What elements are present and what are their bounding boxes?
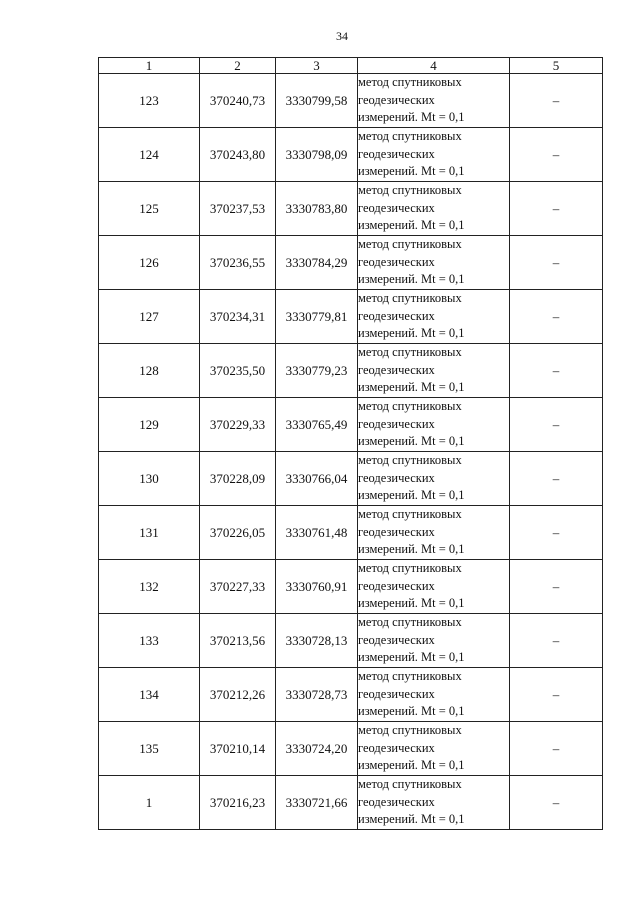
method-cell bbox=[358, 398, 510, 452]
coord-x: 370235,50 bbox=[200, 344, 276, 398]
point-number: 125 bbox=[99, 182, 200, 236]
coord-x: 370227,33 bbox=[200, 560, 276, 614]
table-row bbox=[99, 182, 603, 236]
method-cell bbox=[358, 452, 510, 506]
method-cell bbox=[358, 560, 510, 614]
note-cell: – bbox=[510, 776, 603, 830]
point-number: 126 bbox=[99, 236, 200, 290]
method-line: геодезических bbox=[358, 470, 435, 485]
method-line: измерений. Mt = 0,1 bbox=[358, 704, 465, 719]
coord-y: 3330728,73 bbox=[276, 668, 358, 722]
method-cell bbox=[358, 776, 510, 830]
coord-y: 3330766,04 bbox=[276, 452, 358, 506]
coord-x: 370243,80 bbox=[200, 128, 276, 182]
table-row bbox=[99, 452, 603, 506]
point-number: 130 bbox=[99, 452, 200, 506]
method-line: метод спутниковых bbox=[358, 399, 462, 414]
coord-x: 370213,56 bbox=[200, 614, 276, 668]
method-cell bbox=[358, 128, 510, 182]
method-cell bbox=[358, 344, 510, 398]
method-line: геодезических bbox=[358, 92, 435, 107]
coordinates-table bbox=[98, 57, 603, 830]
note-cell: – bbox=[510, 560, 603, 614]
note-cell: – bbox=[510, 722, 603, 776]
coord-y: 3330783,80 bbox=[276, 182, 358, 236]
method-cell bbox=[358, 236, 510, 290]
table-header bbox=[99, 58, 603, 74]
header-col-1: 1 bbox=[99, 58, 200, 74]
method-line: измерений. Mt = 0,1 bbox=[358, 542, 465, 557]
point-number: 134 bbox=[99, 668, 200, 722]
method-cell bbox=[358, 668, 510, 722]
coord-y: 3330779,81 bbox=[276, 290, 358, 344]
note-cell: – bbox=[510, 398, 603, 452]
method-line: измерений. Mt = 0,1 bbox=[358, 326, 465, 341]
method-line: метод спутниковых bbox=[358, 183, 462, 198]
coord-y: 3330761,48 bbox=[276, 506, 358, 560]
coord-x: 370212,26 bbox=[200, 668, 276, 722]
method-line: измерений. Mt = 0,1 bbox=[358, 650, 465, 665]
method-cell bbox=[358, 290, 510, 344]
method-line: метод спутниковых bbox=[358, 291, 462, 306]
table-row bbox=[99, 614, 603, 668]
method-line: метод спутниковых bbox=[358, 615, 462, 630]
method-line: геодезических bbox=[358, 578, 435, 593]
coord-y: 3330784,29 bbox=[276, 236, 358, 290]
note-cell: – bbox=[510, 290, 603, 344]
method-line: геодезических bbox=[358, 254, 435, 269]
page-number: 34 bbox=[336, 29, 348, 43]
coord-y: 3330799,58 bbox=[276, 74, 358, 128]
method-line: метод спутниковых bbox=[358, 777, 462, 792]
note-cell: – bbox=[510, 74, 603, 128]
method-line: геодезических bbox=[358, 362, 435, 377]
method-line: измерений. Mt = 0,1 bbox=[358, 596, 465, 611]
point-number: 124 bbox=[99, 128, 200, 182]
table-row bbox=[99, 560, 603, 614]
method-line: метод спутниковых bbox=[358, 453, 462, 468]
coord-y: 3330765,49 bbox=[276, 398, 358, 452]
coord-x: 370229,33 bbox=[200, 398, 276, 452]
coord-y: 3330798,09 bbox=[276, 128, 358, 182]
coord-x: 370216,23 bbox=[200, 776, 276, 830]
method-line: геодезических bbox=[358, 632, 435, 647]
coord-x: 370226,05 bbox=[200, 506, 276, 560]
method-line: метод спутниковых bbox=[358, 723, 462, 738]
method-line: геодезических bbox=[358, 524, 435, 539]
method-line: измерений. Mt = 0,1 bbox=[358, 380, 465, 395]
method-cell bbox=[358, 74, 510, 128]
coord-y: 3330724,20 bbox=[276, 722, 358, 776]
method-line: геодезических bbox=[358, 146, 435, 161]
method-line: геодезических bbox=[358, 686, 435, 701]
method-line: геодезических bbox=[358, 794, 435, 809]
point-number: 133 bbox=[99, 614, 200, 668]
table-row bbox=[99, 344, 603, 398]
method-line: метод спутниковых bbox=[358, 561, 462, 576]
method-line: измерений. Mt = 0,1 bbox=[358, 218, 465, 233]
coord-y: 3330728,13 bbox=[276, 614, 358, 668]
method-cell bbox=[358, 722, 510, 776]
method-line: измерений. Mt = 0,1 bbox=[358, 758, 465, 773]
method-line: метод спутниковых bbox=[358, 129, 462, 144]
method-line: метод спутниковых bbox=[358, 669, 462, 684]
coord-x: 370234,31 bbox=[200, 290, 276, 344]
method-line: метод спутниковых bbox=[358, 507, 462, 522]
point-number: 1 bbox=[99, 776, 200, 830]
coord-x: 370240,73 bbox=[200, 74, 276, 128]
coord-y: 3330760,91 bbox=[276, 560, 358, 614]
note-cell: – bbox=[510, 614, 603, 668]
coord-x: 370228,09 bbox=[200, 452, 276, 506]
note-cell: – bbox=[510, 182, 603, 236]
coord-y: 3330779,23 bbox=[276, 344, 358, 398]
coord-x: 370236,55 bbox=[200, 236, 276, 290]
method-line: измерений. Mt = 0,1 bbox=[358, 488, 465, 503]
point-number: 131 bbox=[99, 506, 200, 560]
method-cell bbox=[358, 614, 510, 668]
method-line: измерений. Mt = 0,1 bbox=[358, 164, 465, 179]
header-col-3: 3 bbox=[276, 58, 358, 74]
method-line: метод спутниковых bbox=[358, 345, 462, 360]
point-number: 123 bbox=[99, 74, 200, 128]
table-row bbox=[99, 776, 603, 830]
method-line: измерений. Mt = 0,1 bbox=[358, 110, 465, 125]
coord-x: 370237,53 bbox=[200, 182, 276, 236]
table-row bbox=[99, 236, 603, 290]
table-row bbox=[99, 74, 603, 128]
table-row bbox=[99, 290, 603, 344]
header-col-2: 2 bbox=[200, 58, 276, 74]
point-number: 135 bbox=[99, 722, 200, 776]
table-row bbox=[99, 668, 603, 722]
coord-x: 370210,14 bbox=[200, 722, 276, 776]
method-cell bbox=[358, 182, 510, 236]
note-cell: – bbox=[510, 236, 603, 290]
table-row bbox=[99, 398, 603, 452]
point-number: 129 bbox=[99, 398, 200, 452]
table-row bbox=[99, 128, 603, 182]
table-row bbox=[99, 506, 603, 560]
method-line: метод спутниковых bbox=[358, 237, 462, 252]
note-cell: – bbox=[510, 452, 603, 506]
method-line: геодезических bbox=[358, 740, 435, 755]
note-cell: – bbox=[510, 668, 603, 722]
coord-y: 3330721,66 bbox=[276, 776, 358, 830]
point-number: 128 bbox=[99, 344, 200, 398]
method-line: измерений. Mt = 0,1 bbox=[358, 272, 465, 287]
table-row bbox=[99, 722, 603, 776]
note-cell: – bbox=[510, 128, 603, 182]
header-col-5: 5 bbox=[510, 58, 603, 74]
method-cell bbox=[358, 506, 510, 560]
point-number: 127 bbox=[99, 290, 200, 344]
note-cell: – bbox=[510, 344, 603, 398]
table-body bbox=[99, 74, 603, 830]
method-line: измерений. Mt = 0,1 bbox=[358, 812, 465, 827]
method-line: измерений. Mt = 0,1 bbox=[358, 434, 465, 449]
method-line: геодезических bbox=[358, 416, 435, 431]
method-line: метод спутниковых bbox=[358, 75, 462, 90]
method-line: геодезических bbox=[358, 200, 435, 215]
method-line: геодезических bbox=[358, 308, 435, 323]
header-row bbox=[99, 58, 603, 74]
point-number: 132 bbox=[99, 560, 200, 614]
note-cell: – bbox=[510, 506, 603, 560]
header-col-4: 4 bbox=[358, 58, 510, 74]
